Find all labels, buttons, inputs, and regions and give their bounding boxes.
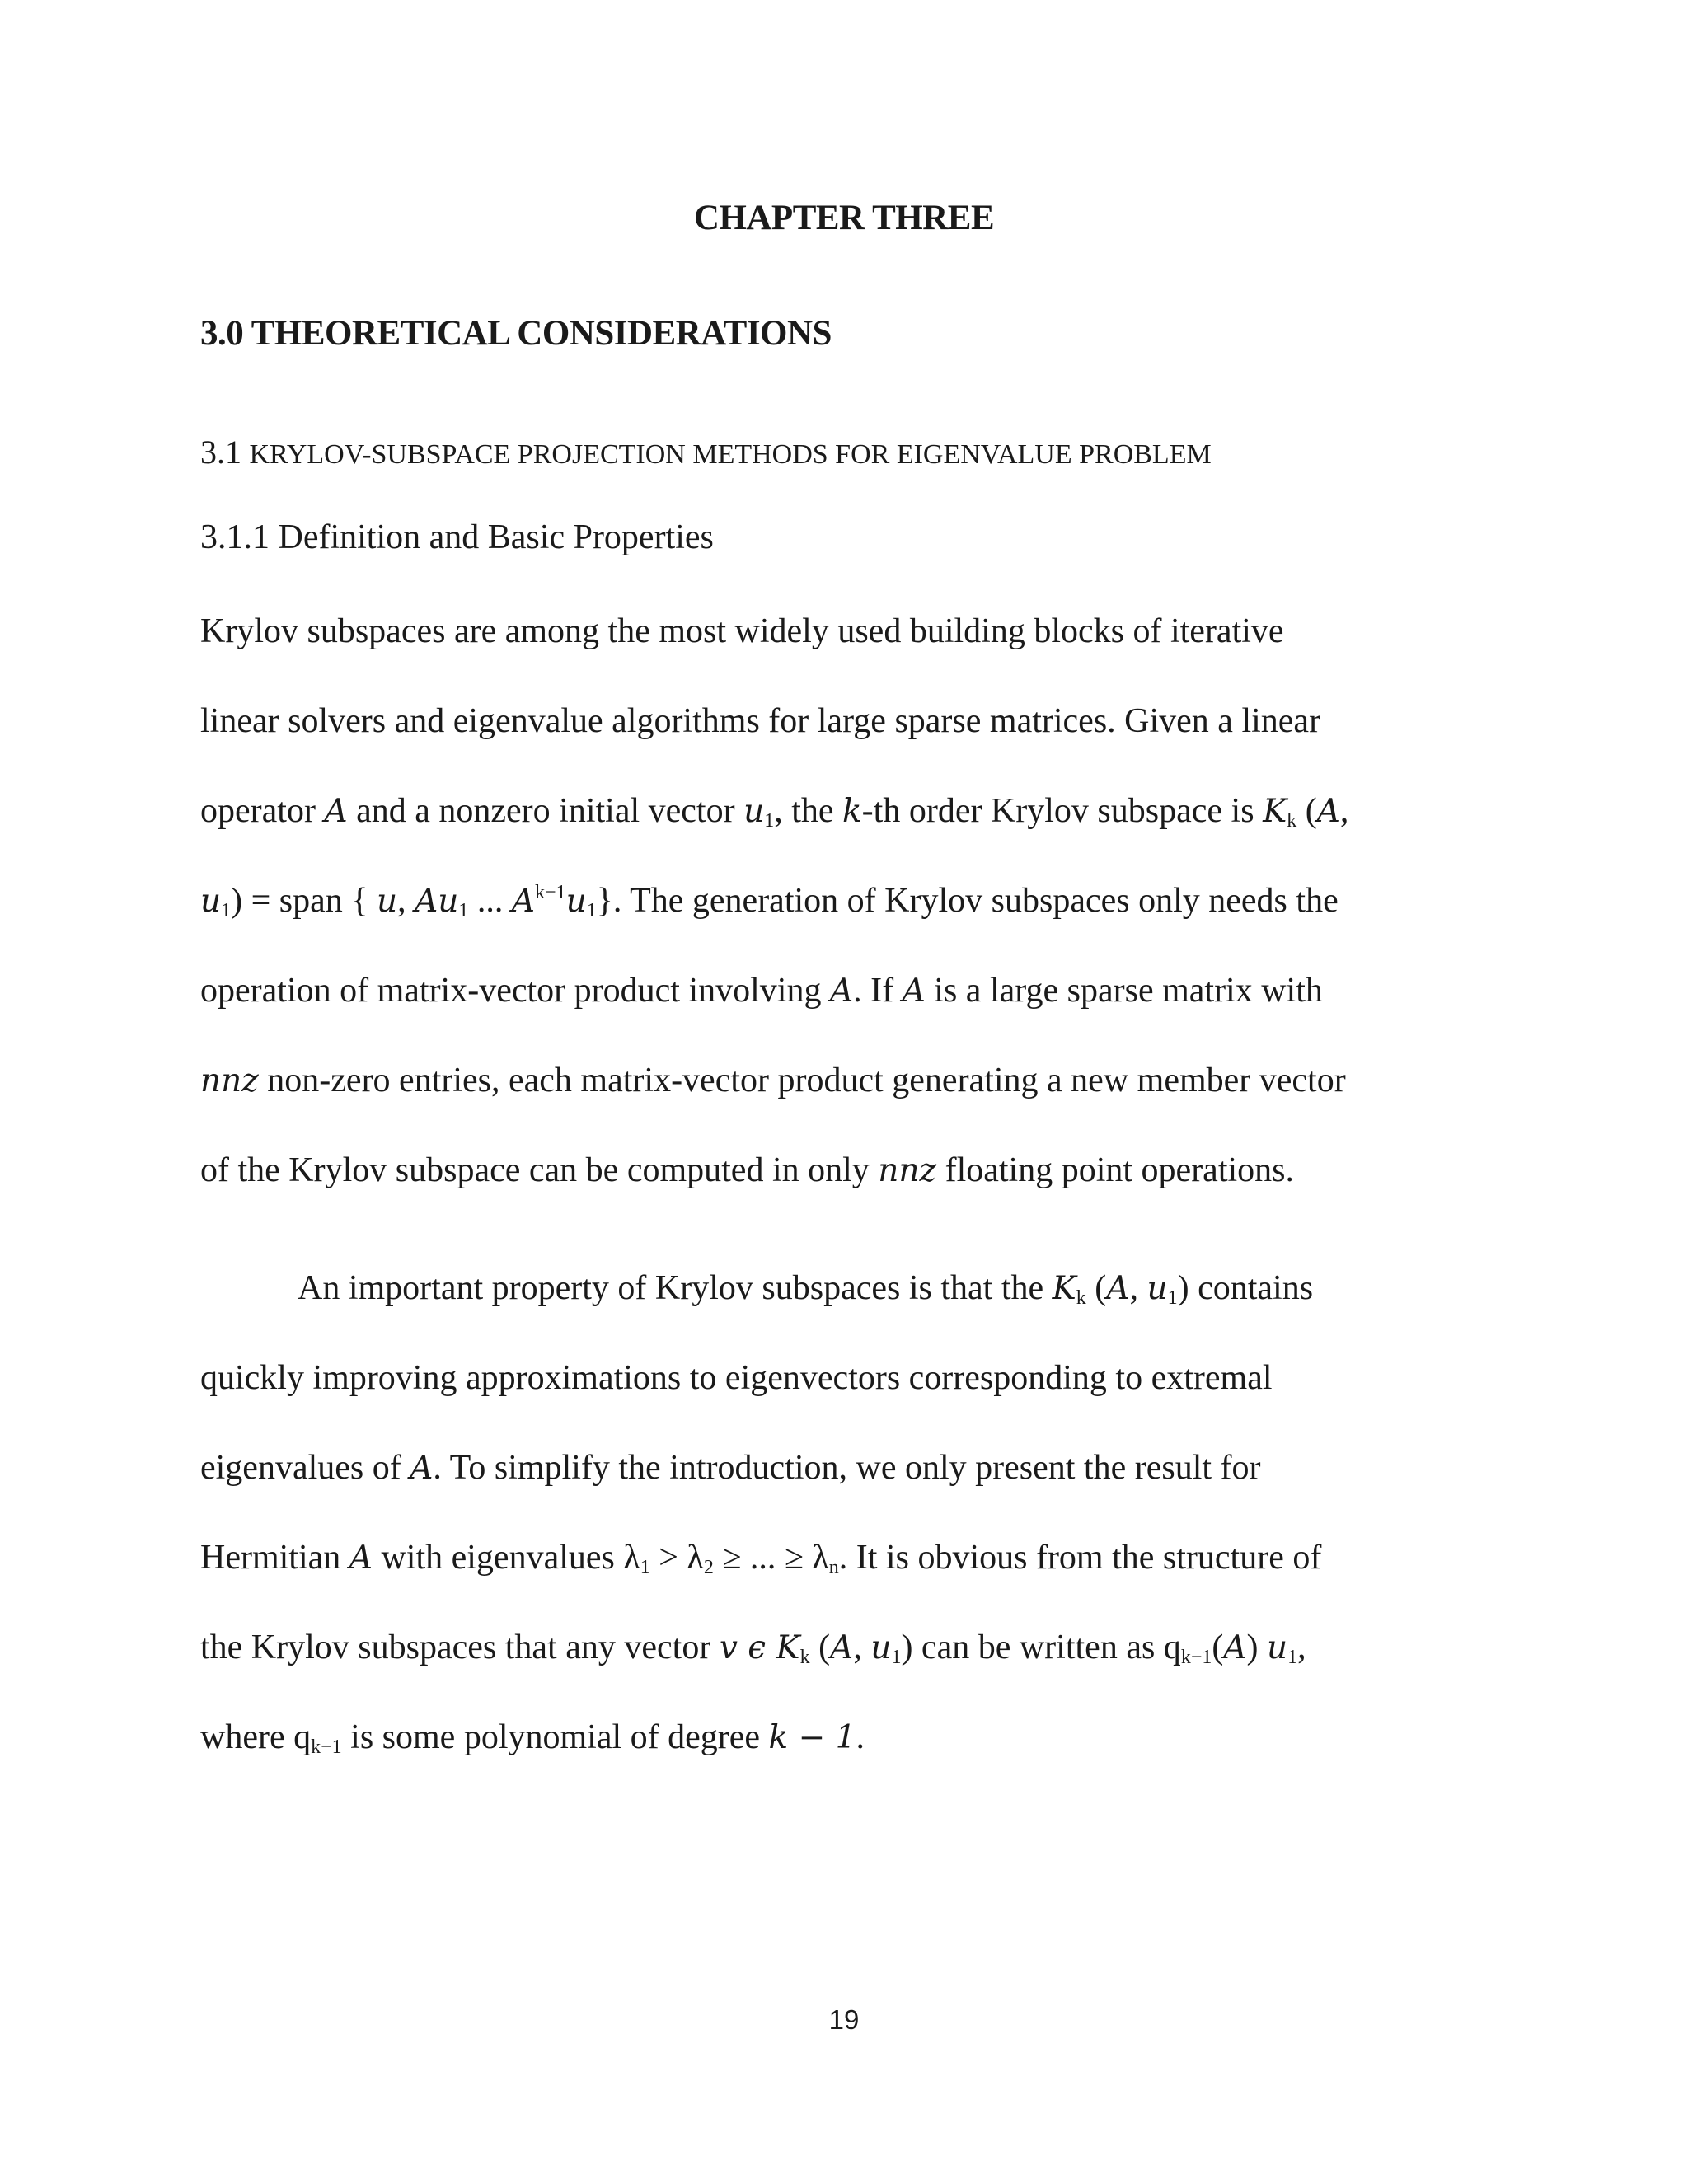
paragraph-line: operator A and a nonzero initial vector $u_1$, the k-th order Krylov subspace is $K_k$ (A,	[200, 792, 1349, 832]
paragraph-1	[200, 587, 1494, 1216]
subsection-title: KRYLOV-SUBSPACE PROJECTION METHODS FOR EIGENVALUE PROBLEM	[249, 439, 1212, 470]
paragraph-line: eigenvalues of A. To simplify the introduction, we only present the result for	[200, 1449, 1261, 1487]
section-heading: 3.0 THEORETICAL CONSIDERATIONS	[200, 314, 832, 353]
paragraph-line: linear solvers and eigenvalue algorithms for large sparse matrices. Given a linear	[200, 702, 1321, 740]
subsection-number: 3.1	[200, 434, 241, 471]
paragraph-line: An important property of Krylov subspaces is that the $K_k$ (A, $u_1$) contains	[298, 1269, 1314, 1309]
paragraph-line: Krylov subspaces are among the most widely used building blocks of iterative	[200, 612, 1284, 650]
paragraph-line: $u_1$) = span { u, $Au_1$ ... $A^{k-1}u_1$}. The generation of Krylov subspaces only needs the	[200, 882, 1339, 921]
page-number: 19	[828, 2004, 860, 2035]
subsection-heading	[200, 433, 1212, 471]
subsubsection-heading: 3.1.1 Definition and Basic Properties	[200, 518, 714, 556]
paragraph-line: the Krylov subspaces that any vector v ϵ $K_k$ (A, $u_1$) can be written as $q_{k-1}(A)$ $u_1$,	[200, 1629, 1306, 1668]
paragraph-2	[200, 1244, 1494, 1783]
paragraph-line: of the Krylov subspace can be computed in only nnz floating point operations.	[200, 1151, 1295, 1189]
paragraph-line: operation of matrix-vector product involving A. If A is a large sparse matrix with	[200, 972, 1323, 1010]
paragraph-line: nnz non-zero entries, each matrix-vector product generating a new member vector	[200, 1062, 1346, 1099]
paragraph-line: quickly improving approximations to eigenvectors corresponding to extremal	[200, 1359, 1273, 1397]
paragraph-line: Hermitian A with eigenvalues $\lambda_1 > \lambda_2$ ≥ ... ≥ $\lambda_n$. It is obvious from the structure of	[200, 1539, 1322, 1578]
paragraph-line: where $q_{k-1}$ is some polynomial of degree k − 1.	[200, 1718, 865, 1758]
chapter-title: CHAPTER THREE	[693, 199, 995, 237]
